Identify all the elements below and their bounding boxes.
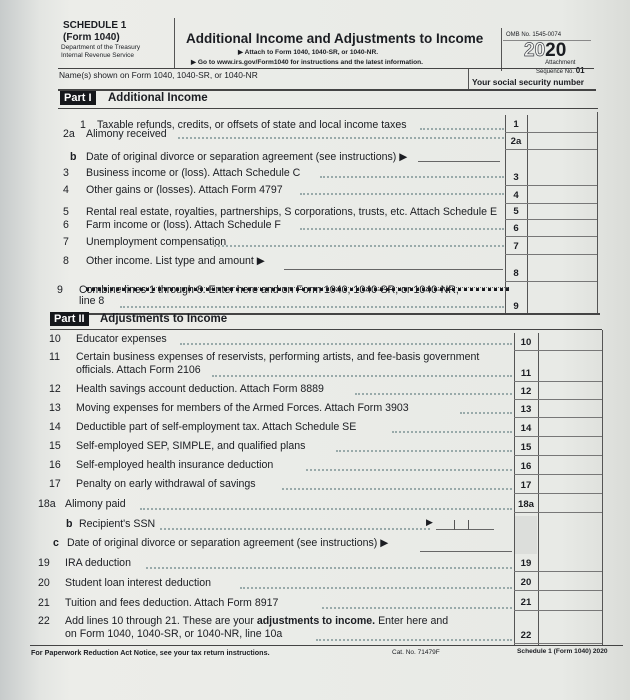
amount-field[interactable] [514,590,602,591]
amount-field[interactable] [514,381,602,382]
line-box-number: 8 [513,268,519,279]
line-box-number: 12 [520,386,532,397]
line-text [65,498,126,510]
line-number: 22 [38,615,50,627]
amount-field[interactable] [514,610,602,611]
schedule-number: SCHEDULE 1 [63,20,127,31]
line-box-number: 21 [520,597,532,608]
dot-leader [120,306,504,308]
amount-field[interactable] [505,132,597,133]
form-title: Additional Income and Adjustments to Income [186,31,484,46]
line-text [65,597,278,609]
dot-leader [214,245,504,247]
line-text [76,440,305,452]
line-number: c [53,537,59,549]
line-text [76,402,409,414]
form-reference: (Form 1040) [63,32,120,43]
line-text-main: Health savings account deduction. Attach Form 8889 [76,383,324,395]
line-number: 7 [63,236,69,248]
line-box-number: 22 [520,630,532,641]
entry-underline[interactable] [418,161,500,162]
dot-leader [355,393,512,395]
amount-field[interactable] [514,417,602,418]
amount-field[interactable] [514,571,602,572]
dot-leader [282,488,512,490]
shaded-box [515,535,537,554]
dot-leader [146,567,512,569]
line-text [67,537,388,549]
line-text-main: Student loan interest deduction [65,577,212,589]
amount-field[interactable] [514,399,602,400]
line-box-number: 17 [520,480,532,491]
line-box-number: 9 [513,301,519,312]
dot-leader [178,137,504,139]
dot-leader [212,375,512,377]
line-number: 1 [80,119,86,131]
line-box-number: 1 [513,119,519,130]
amount-field[interactable] [514,512,602,513]
line-text-main: Date of original divorce or separation agreement (see instructions) ▶ [67,537,389,549]
line-text-continued: line 8 [79,295,105,307]
line-number: 17 [49,478,61,490]
line-number: 12 [49,383,61,395]
line-text-main: Self-employed SEP, SIMPLE, and qualified plans [76,440,306,452]
line-text-main: Self-employed health insurance deduction [76,459,274,471]
line-number: 4 [63,184,69,196]
line-text: Farm income or (loss). Attach Schedule F [86,219,281,231]
line-box-number: 15 [520,442,532,453]
line-text [76,333,167,345]
omb-number: OMB No. 1545-0074 [506,32,562,38]
line-text-main: Penalty on early withdrawal of savings [76,478,256,490]
line-box-number: 7 [513,241,519,252]
dot-leader [306,469,512,471]
attachment-sequence: Attachment Sequence No. 01 [536,60,585,75]
dot-leader [420,128,504,130]
amount-field[interactable] [505,149,597,150]
line-number: b [70,151,77,163]
line-box-number: 18a [517,499,534,510]
line-number: 19 [38,557,50,569]
amount-field[interactable] [505,236,597,237]
line-text [79,518,155,530]
dot-leader [160,528,430,530]
line-text: Rental real estate, royalties, partnerships, S corporations, trusts, etc. Attach Schedule E [86,206,498,218]
line-number: 3 [63,167,69,179]
dot-leader [460,412,512,414]
department-label: Department of the Treasury Internal Revenue Service [61,44,141,59]
dot-leader [140,508,512,510]
line-number: 16 [49,459,61,471]
amount-field[interactable] [505,185,597,186]
line-text-continued: on Form 1040, 1040-SR, or 1040-NR, line 10a [65,628,283,640]
dot-leader [392,431,512,433]
line-number: 15 [49,440,61,452]
line-number: 2a [63,128,75,140]
entry-underline[interactable] [420,551,512,552]
line-number: b [66,518,73,530]
names-label: Name(s) shown on Form 1040, 1040-SR, or 1040-NR [59,70,258,80]
dot-leader [300,228,504,230]
amount-field[interactable] [514,474,602,475]
amount-field[interactable] [514,350,602,351]
line-box-number: 20 [520,577,532,588]
line-number: 10 [49,333,61,345]
line-number: 6 [63,219,69,231]
arrow-icon: ▶ [426,517,433,527]
line-box-number: 14 [520,423,532,434]
amount-field[interactable] [514,436,602,437]
line-text: Alimony received [86,128,167,140]
line-box-number: 11 [520,368,532,379]
amount-field[interactable] [514,493,602,494]
line-box-number: 5 [513,206,519,217]
line-number: 18a [38,498,56,510]
catalog-number: Cat. No. 71479F [392,649,440,656]
line-text [65,577,211,589]
form-footer-ref: Schedule 1 (Form 1040) 2020 [517,648,608,655]
amount-field[interactable] [505,254,597,255]
line-box-number: 2a [510,136,522,147]
tax-year: 2020 [524,40,567,61]
line-number: 9 [57,284,63,296]
line-text-main: Deductible part of self-employment tax. Attach Schedule SE [76,421,357,433]
line-text-main: IRA deduction [65,557,131,569]
line-text: Business income or (loss). Attach Schedule C [86,167,301,179]
line-number: 13 [49,402,61,414]
line-box-number: 3 [513,172,519,183]
part2-label: Part II [50,312,89,326]
dot-leader [336,450,512,452]
line-text [76,383,324,395]
line-text-main: Alimony paid [65,498,126,510]
line-number: 8 [63,255,69,267]
line-text-main: Add lines 10 through 21. These are your [65,615,254,627]
line-text-main: Certain business expenses of reservists, performing artists, and fee-basis government [76,351,480,363]
line-text: Date of original divorce or separation agreement (see instructions) ▶ [86,151,408,163]
line-text [76,351,479,363]
dot-leader [180,343,512,345]
dot-leader [322,607,512,609]
part1-title: Additional Income [108,92,208,104]
line-text: Other income. List type and amount ▶ [86,255,265,267]
amount-field[interactable] [514,643,602,644]
dot-leader [320,176,504,178]
line-text: Other gains or (losses). Attach Form 4797 [86,184,283,196]
amount-field[interactable] [505,203,597,204]
line-text-end: Enter here and [378,615,449,627]
line-text: Combine lines 1 through 8. Enter here and on Form 1040, 1040-SR, or 1040-NR, [79,284,459,296]
paperwork-notice: For Paperwork Reduction Act Notice, see your tax return instructions. [31,648,270,657]
line-text [76,421,356,433]
line-box-number: 19 [520,558,532,569]
line-box-number: 4 [513,190,519,201]
schedule-header [63,20,126,44]
part1-label: Part I [60,91,96,105]
line-text: Taxable refunds, credits, or offsets of state and local income taxes [97,119,407,131]
line-number: 5 [63,206,69,218]
dot-leader [316,639,512,641]
line-text-main: Tuition and fees deduction. Attach Form 8917 [65,597,279,609]
line-box-number: 6 [513,223,519,234]
line-text: Unemployment compensation [86,236,227,248]
attach-instruction: ▶ Attach to Form 1040, 1040-SR, or 1040-NR. [238,49,379,56]
ssn-label: Your social security number [472,77,585,87]
line-text-main: Moving expenses for members of the Armed Forces. Attach Form 3903 [76,402,409,414]
line-text-continued: officials. Attach Form 2106 [76,364,201,376]
line-text-main: Recipient's SSN [79,518,156,530]
line-box-number: 13 [520,404,532,415]
line-text [65,615,448,627]
line-number: 21 [38,597,50,609]
dot-leader [240,587,512,589]
part2-title: Adjustments to Income [100,313,228,325]
line-text [65,557,131,569]
entry-underline[interactable] [284,269,503,270]
line-text [76,478,256,490]
shaded-box [515,516,537,535]
amount-field[interactable] [505,219,597,220]
line-number: 14 [49,421,61,433]
line-box-number: 10 [520,337,532,348]
amount-field[interactable] [514,455,602,456]
dot-leader [300,193,504,195]
line-text-bold: adjustments to income. [256,615,376,627]
line-number: 20 [38,577,50,589]
goto-instruction: ▶ Go to www.irs.gov/Form1040 for instructions and the latest information. [191,59,423,66]
line-text [76,459,273,471]
line-number: 11 [49,351,60,363]
line-text-main: Educator expenses [76,333,167,345]
line-box-number: 16 [520,461,532,472]
amount-field[interactable] [505,281,597,282]
